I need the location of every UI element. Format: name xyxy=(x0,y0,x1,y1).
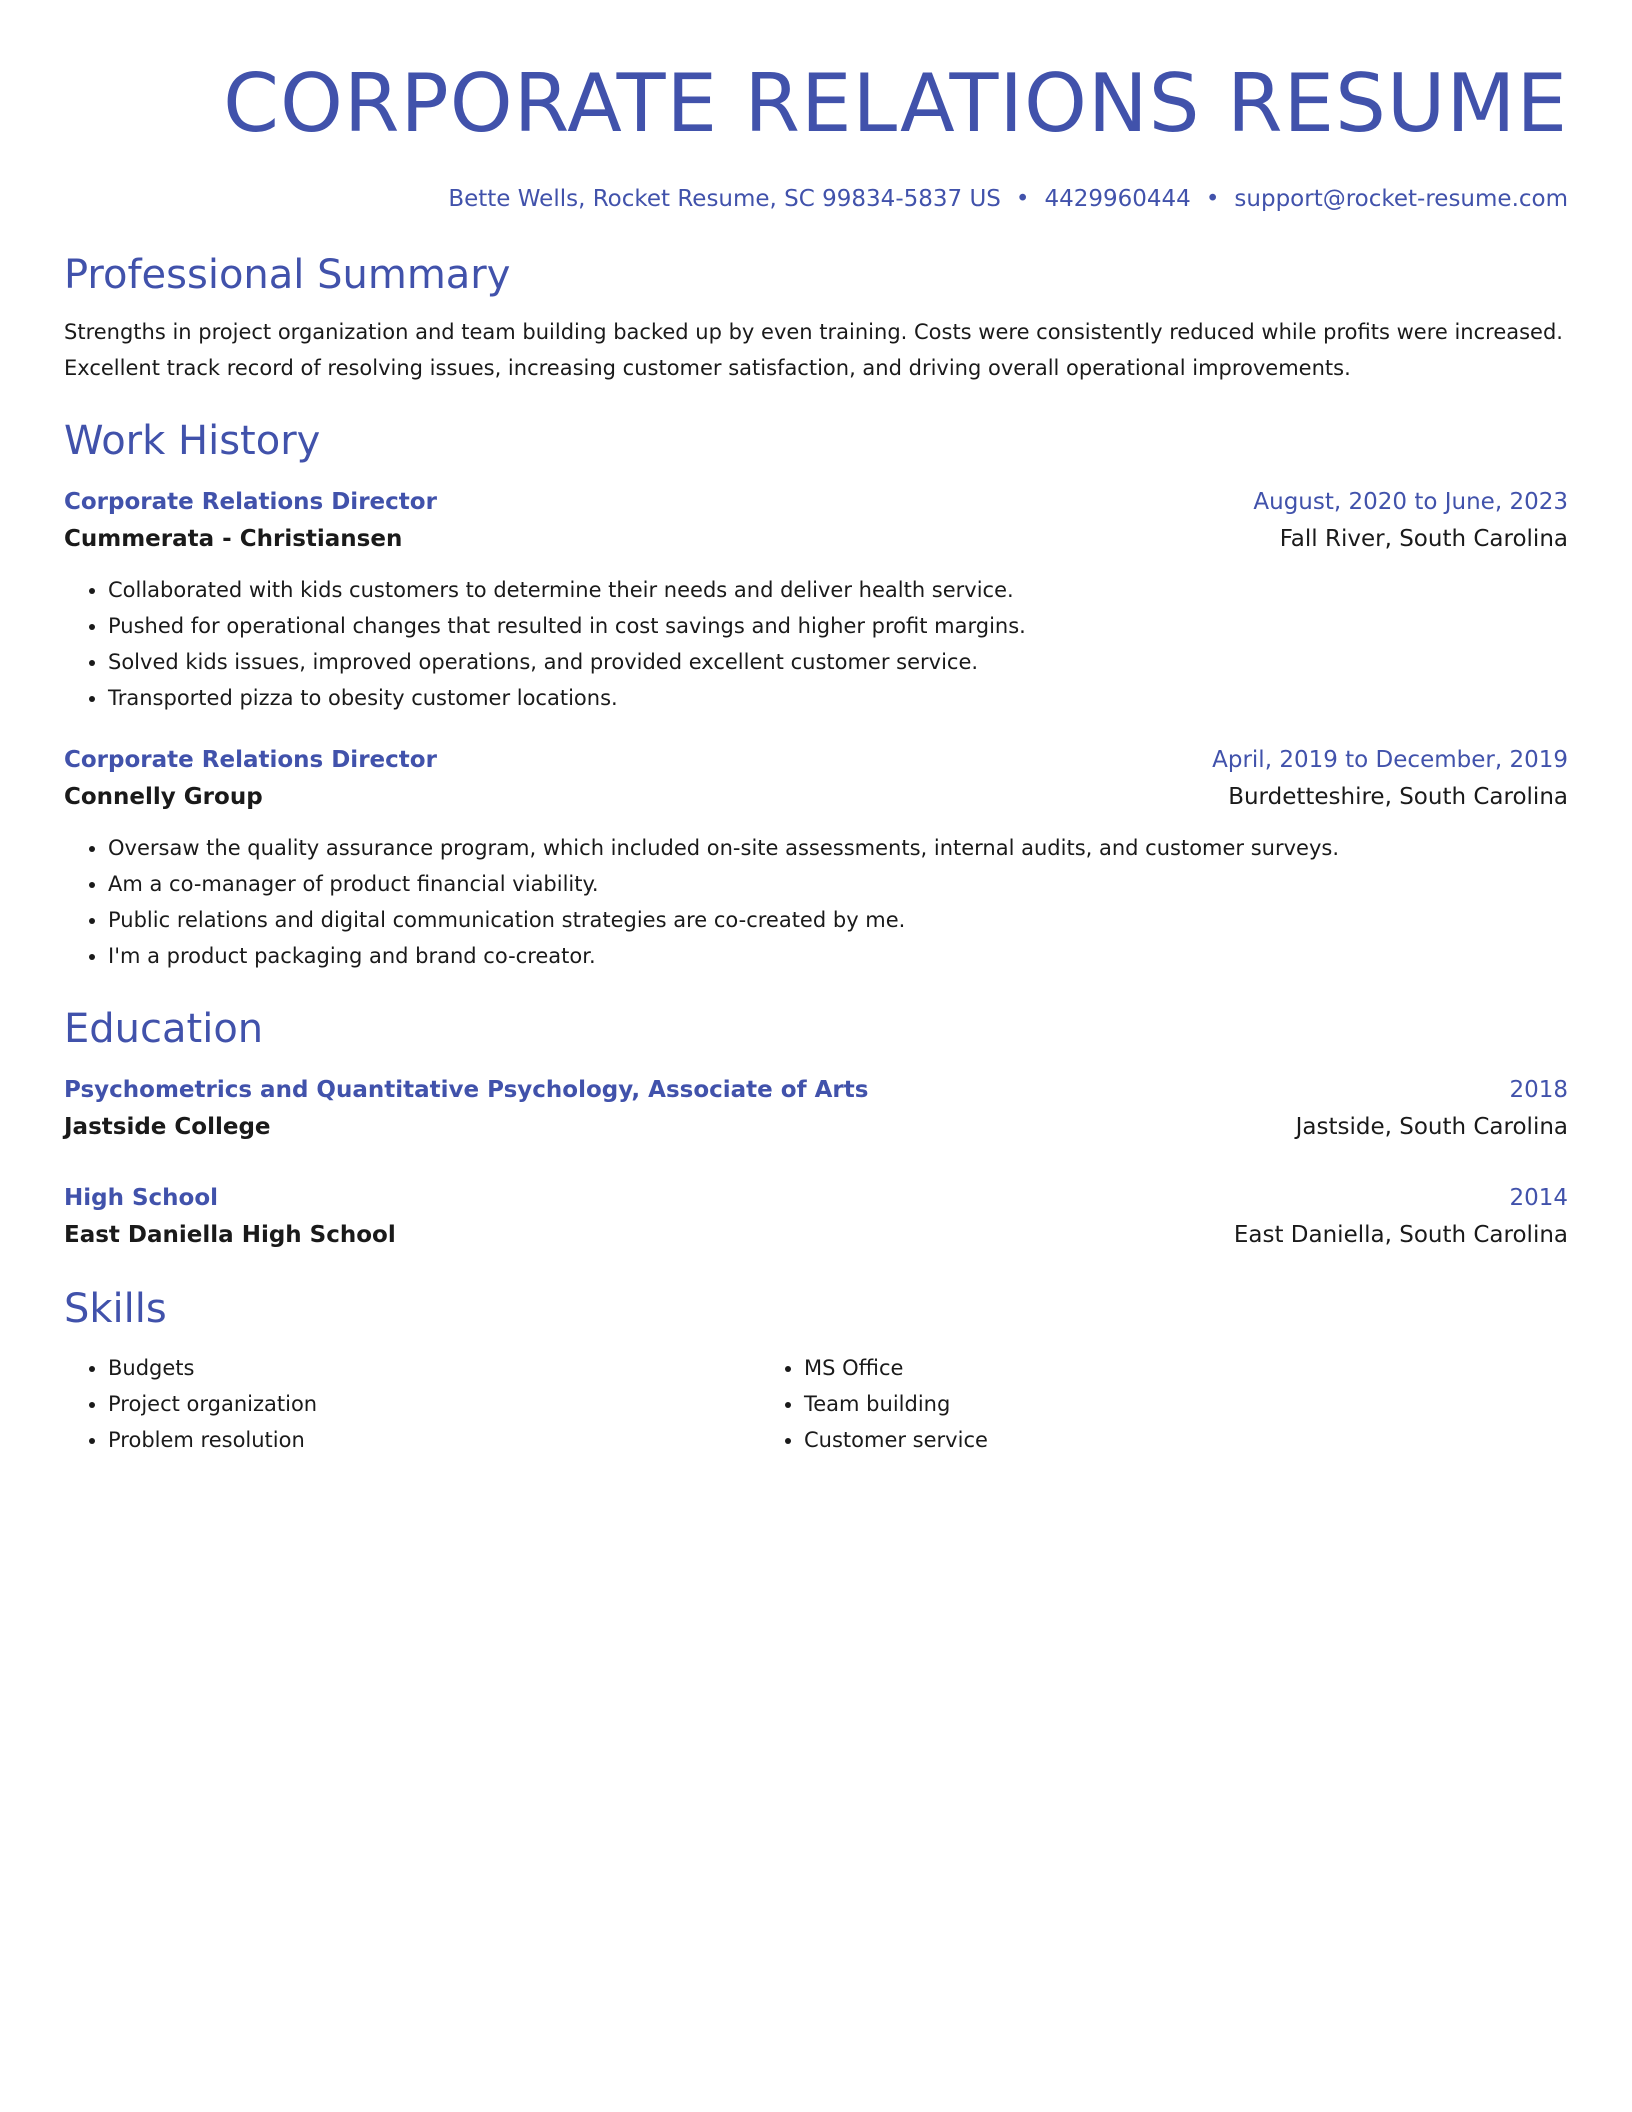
education-school: Jastside College xyxy=(64,1114,271,1140)
contact-address: Bette Wells, Rocket Resume, SC 99834-5837 US xyxy=(448,186,1001,212)
job-bullet: • I'm a product packaging and brand co-creator. xyxy=(108,938,1568,974)
job-location: Fall River, South Carolina xyxy=(1279,526,1568,552)
skill-item: • MS Office xyxy=(804,1350,1456,1386)
education-location: Jastside, South Carolina xyxy=(1295,1114,1568,1140)
skill-item: • Team building xyxy=(804,1386,1456,1422)
education-heading: Education xyxy=(64,1006,264,1052)
job-company: Cummerata - Christiansen xyxy=(64,526,403,552)
job-dates: August, 2020 to June, 2023 xyxy=(1253,489,1568,515)
job-bullet: • Am a co-manager of product financial viability. xyxy=(108,866,1568,902)
resume-title: CORPORATE RELATIONS RESUME xyxy=(223,57,1568,150)
summary-heading: Professional Summary xyxy=(64,252,511,298)
resume-header xyxy=(64,56,1568,216)
education-entry xyxy=(64,1072,1568,1146)
job-bullets xyxy=(64,572,1568,716)
job-bullet: • Pushed for operational changes that resulted in cost savings and higher profit margins. xyxy=(108,608,1568,644)
job-bullet: • Collaborated with kids customers to determine their needs and deliver health service. xyxy=(108,572,1568,608)
skills-column-right xyxy=(760,1350,1456,1458)
job-bullet: • Transported pizza to obesity customer locations. xyxy=(108,680,1568,716)
education-degree: High School xyxy=(64,1185,219,1211)
job-bullets xyxy=(64,830,1568,974)
skill-item: • Customer service xyxy=(804,1422,1456,1458)
skills-list xyxy=(64,1350,1568,1458)
education-year: 2014 xyxy=(1509,1185,1568,1211)
education-entry xyxy=(64,1180,1568,1254)
contact-line xyxy=(64,182,1568,216)
job-title: Corporate Relations Director xyxy=(64,747,437,773)
contact-phone: 4429960444 xyxy=(1044,186,1191,212)
job-entry xyxy=(64,742,1568,974)
job-bullet: • Oversaw the quality assurance program, which included on-site assessments, internal audits, and customer surveys. xyxy=(108,830,1568,866)
education-location: East Daniella, South Carolina xyxy=(1233,1222,1568,1248)
job-location: Burdetteshire, South Carolina xyxy=(1228,784,1568,810)
skills-column-left xyxy=(64,1350,760,1458)
job-dates: April, 2019 to December, 2019 xyxy=(1212,747,1568,773)
contact-separator: • xyxy=(1205,186,1220,212)
skills-section xyxy=(64,1284,1568,1458)
education-degree: Psychometrics and Quantitative Psychology, Associate of Arts xyxy=(64,1077,869,1103)
summary-text: Strengths in project organization and team building backed up by even training. Costs were consistently reduced while profits were increased. Excellent track record of resolving issues, increasing customer satisfaction, and driving overall operational improvements. xyxy=(64,320,1563,380)
skill-item: • Project organization xyxy=(108,1386,760,1422)
job-company: Connelly Group xyxy=(64,784,263,810)
skill-item: • Problem resolution xyxy=(108,1422,760,1458)
work-history-heading: Work History xyxy=(64,418,321,464)
contact-email: support@rocket-resume.com xyxy=(1234,186,1568,212)
job-title: Corporate Relations Director xyxy=(64,489,437,515)
education-year: 2018 xyxy=(1509,1077,1568,1103)
job-entry xyxy=(64,484,1568,716)
summary-section xyxy=(64,250,1568,386)
skills-heading: Skills xyxy=(64,1286,167,1332)
contact-separator: • xyxy=(1015,186,1030,212)
work-history-section xyxy=(64,416,1568,974)
education-school: East Daniella High School xyxy=(64,1222,396,1248)
education-section xyxy=(64,1004,1568,1254)
job-bullet: • Public relations and digital communication strategies are co-created by me. xyxy=(108,902,1568,938)
job-bullet: • Solved kids issues, improved operations, and provided excellent customer service. xyxy=(108,644,1568,680)
skill-item: • Budgets xyxy=(108,1350,760,1386)
